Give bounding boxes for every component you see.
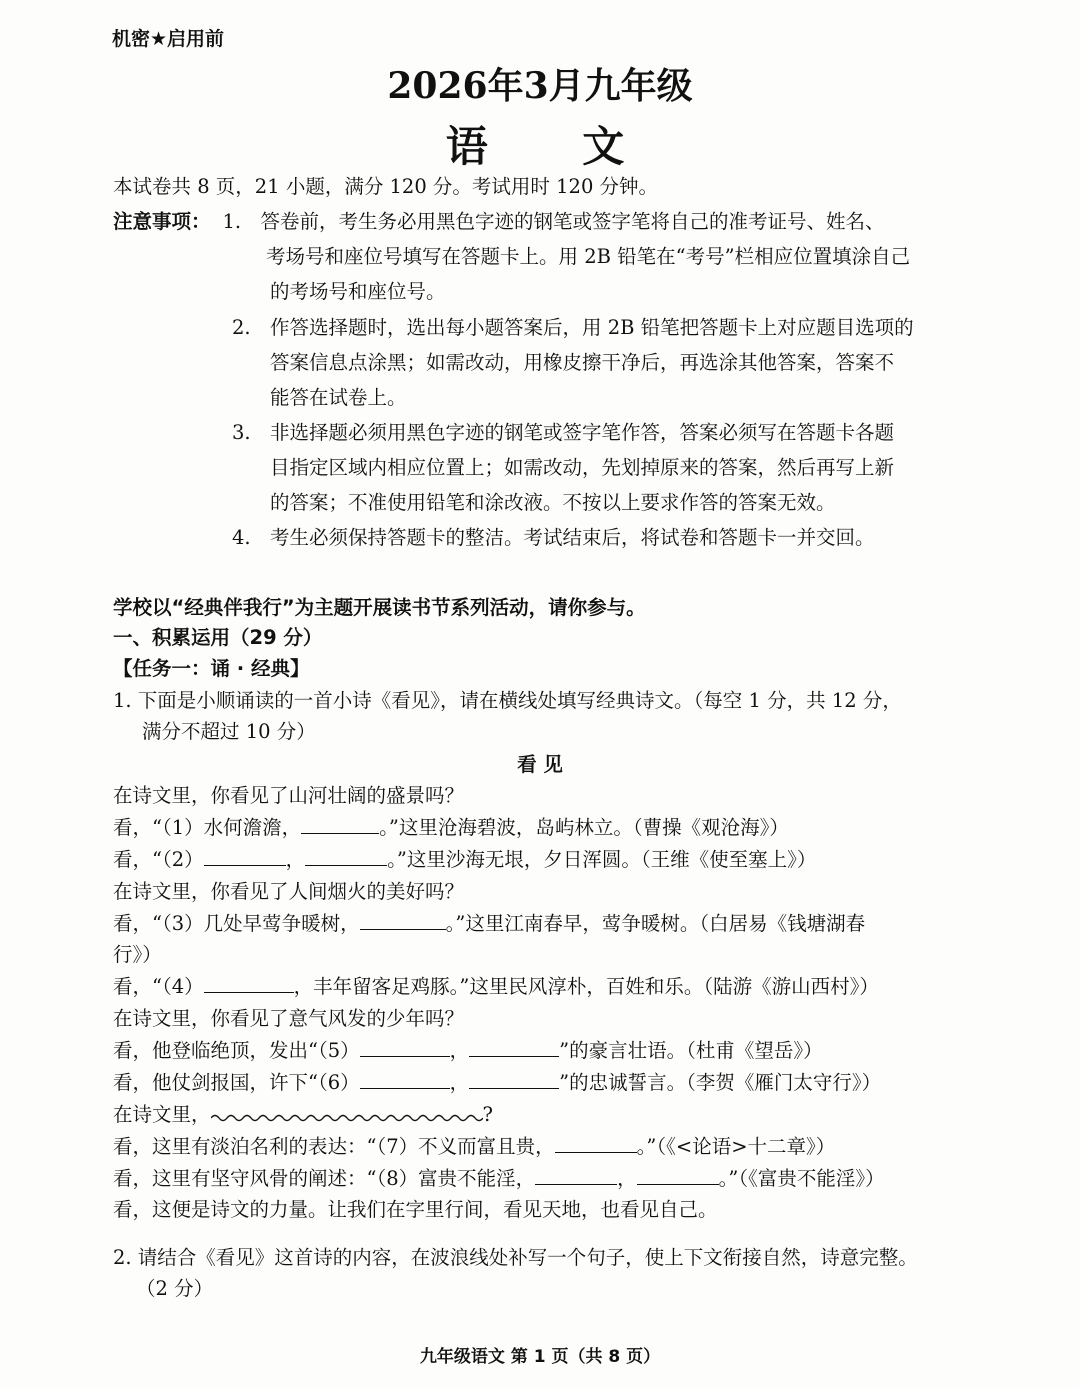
poem-line-3 — [113, 909, 865, 939]
note-text: 非选择题必须用黑色字迹的钢笔或签字笔作答，答案必须写在答题卡各题 — [270, 421, 895, 444]
note-3-line-1 — [232, 418, 894, 448]
poem-line-8 — [113, 1164, 885, 1194]
subject-title: 语 文 — [445, 122, 665, 171]
poem-line-1 — [113, 813, 789, 843]
poem-text: ? — [482, 1103, 493, 1126]
poem-title: 看 见 — [517, 753, 563, 776]
note-2-line-3: 能答在试卷上。 — [270, 386, 407, 409]
poem-text: 看，他登临绝顶，发出“（5） — [113, 1039, 360, 1062]
secret-label: 机密★启用前 — [112, 28, 225, 50]
poem-text: ”的豪言壮语。（杜甫《望岳》） — [559, 1039, 823, 1062]
poem-line-6 — [113, 1068, 881, 1098]
poem-text: 。”（《<论语>十二章》） — [636, 1135, 836, 1158]
note-text: 作答选择题时，选出每小题答案后，用 2B 铅笔把答题卡上对应题目选项的 — [270, 316, 914, 339]
answer-blank-4[interactable] — [204, 972, 294, 993]
note-4-num: 4. — [232, 526, 251, 549]
note-2-line-1 — [232, 313, 914, 343]
answer-blank-5b[interactable] — [469, 1036, 559, 1057]
poem-text: 。”这里沙海无垠，夕日浑圆。（王维《使至塞上》） — [387, 848, 817, 871]
poem-para-1: 在诗文里，你看见了山河壮阔的盛景吗？ — [113, 784, 465, 807]
exam-title: 2026年3月九年级 — [387, 65, 693, 107]
answer-blank-3[interactable] — [360, 909, 446, 930]
poem-text: 在诗文里， — [113, 1103, 211, 1126]
answer-blank-6b[interactable] — [469, 1068, 559, 1089]
poem-text: 看，“（3）几处早莺争暖树， — [113, 912, 360, 935]
answer-blank-7[interactable] — [555, 1132, 637, 1153]
wavy-line-blank[interactable] — [211, 1113, 483, 1123]
poem-line-4 — [113, 972, 879, 1002]
poem-text: 。”这里江南春早，莺争暖树。（白居易《钱塘湖春 — [445, 912, 866, 935]
note-3-num: 3. — [232, 421, 251, 444]
note-text: 答卷前，考生务必用黑色字迹的钢笔或签字笔将自己的准考证号、姓名、 — [260, 210, 885, 233]
answer-blank-2b[interactable] — [305, 845, 387, 866]
poem-text: 看，这里有坚守风骨的阐述：“（8）富贵不能淫， — [113, 1167, 536, 1190]
poem-text: ，丰年留客足鸡豚。”这里民风淳朴，百姓和乐。（陆游《游山西村》） — [293, 975, 879, 998]
note-4-line-1 — [232, 523, 875, 553]
activity-theme: 学校以“经典伴我行”为主题开展读书节系列活动，请你参与。 — [113, 596, 646, 619]
answer-blank-8b[interactable] — [637, 1164, 719, 1185]
note-1-line-1 — [113, 207, 885, 237]
answer-blank-5a[interactable] — [360, 1036, 450, 1057]
q1-prompt-line-1: 1. 下面是小顺诵读的一首小诗《看见》，请在横线处填写经典诗文。（每空 1 分，共 12 分， — [113, 689, 902, 712]
poem-text: ， — [449, 1071, 470, 1094]
exam-summary: 本试卷共 8 页，21 小题，满分 120 分。考试用时 120 分钟。 — [113, 175, 659, 198]
note-1-line-3: 的考场号和座位号。 — [270, 280, 446, 303]
answer-blank-2a[interactable] — [204, 845, 286, 866]
poem-text: 看，“（2） — [113, 848, 204, 871]
task-one-heading: 【任务一：诵 · 经典】 — [113, 657, 310, 680]
poem-line-7 — [113, 1132, 835, 1162]
poem-text: ”的忠诚誓言。（李贺《雁门太守行》） — [559, 1071, 882, 1094]
poem-para-2: 在诗文里，你看见了人间烟火的美好吗？ — [113, 880, 465, 903]
poem-para-3: 在诗文里，你看见了意气风发的少年吗？ — [113, 1007, 465, 1030]
poem-text: ， — [617, 1167, 637, 1190]
poem-text: 看，“（4） — [113, 975, 204, 998]
q2-prompt-line-2: （2 分） — [136, 1277, 214, 1300]
note-1-num: 1. — [222, 210, 242, 233]
poem-para-4 — [113, 1100, 493, 1130]
poem-text: 。”这里沧海碧波，岛屿林立。（曹操《观沧海》） — [379, 816, 789, 839]
answer-blank-6a[interactable] — [360, 1068, 450, 1089]
poem-text: ， — [285, 848, 306, 871]
poem-text: ， — [449, 1039, 470, 1062]
poem-text: 看，他仗剑报国，许下“（6） — [113, 1071, 360, 1094]
poem-text: 看，这里有淡泊名利的表达：“（7）不义而富且贵， — [113, 1135, 555, 1158]
poem-para-5: 看，这便是诗文的力量。让我们在字里行间，看见天地，也看见自己。 — [113, 1198, 718, 1221]
note-3-line-2: 目指定区域内相应位置上；如需改动，先划掉原来的答案，然后再写上新 — [270, 456, 895, 479]
page-footer: 九年级语文 第 1 页（共 8 页） — [419, 1347, 661, 1367]
poem-line-3-cont: 行》） — [113, 943, 162, 966]
poem-line-2 — [113, 845, 816, 875]
note-text: 考生必须保持答题卡的整洁。考试结束后，将试卷和答题卡一并交回。 — [270, 526, 875, 549]
q2-prompt-line-1: 2. 请结合《看见》这首诗的内容，在波浪线处补写一个句子，使上下文衔接自然，诗意完整。 — [113, 1246, 918, 1269]
note-3-line-3: 的答案；不准使用铅笔和涂改液。不按以上要求作答的答案无效。 — [270, 491, 836, 514]
note-1-line-2: 考场号和座位号填写在答题卡上。用 2B 铅笔在“考号”栏相应位置填涂自己 — [266, 245, 911, 268]
poem-line-5 — [113, 1036, 823, 1066]
poem-text: 看，“（1）水何澹澹， — [113, 816, 302, 839]
part-one-heading: 一、积累运用（29 分） — [113, 626, 323, 649]
note-2-line-2: 答案信息点涂黑；如需改动，用橡皮擦干净后，再选涂其他答案，答案不 — [270, 351, 895, 374]
answer-blank-1[interactable] — [301, 813, 379, 834]
q1-prompt-line-2: 满分不超过 10 分） — [142, 720, 316, 743]
poem-text: 。”（《富贵不能淫》） — [718, 1167, 885, 1190]
notice-label: 注意事项： — [113, 210, 211, 233]
note-2-num: 2. — [232, 316, 251, 339]
answer-blank-8a[interactable] — [535, 1164, 617, 1185]
